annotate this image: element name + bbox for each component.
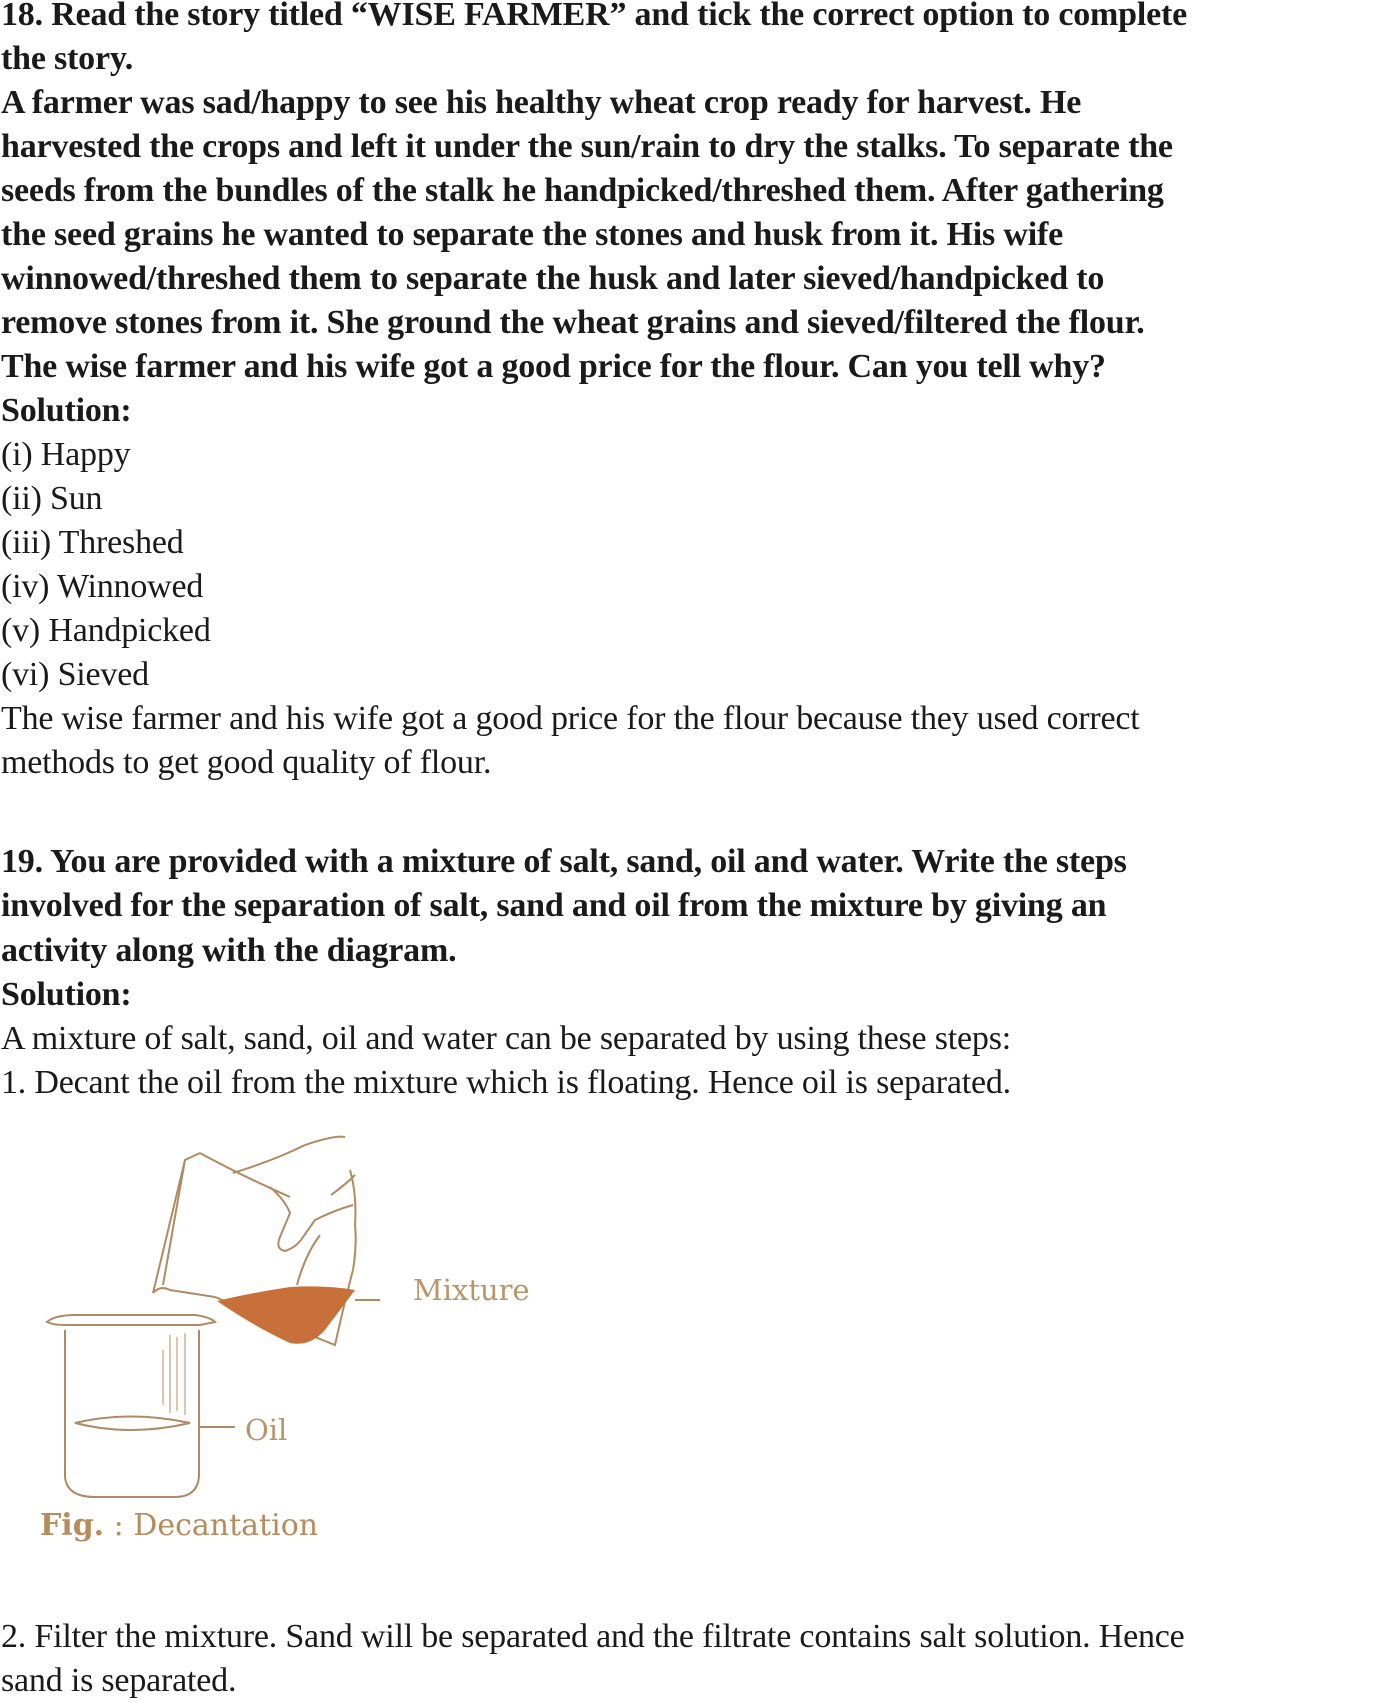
mixture-fill xyxy=(217,1286,355,1343)
figure-caption xyxy=(40,1508,318,1543)
answer-item: (vi) Sieved xyxy=(1,656,149,693)
answer-item: (v) Handpicked xyxy=(1,612,211,649)
figure-caption-text: : Decantation xyxy=(104,1508,319,1543)
question-19-line: involved for the separation of salt, sand and oil from the mixture by giving an xyxy=(1,887,1107,924)
solution-heading: Solution: xyxy=(1,392,132,429)
story-line: winnowed/threshed them to separate the husk and later sieved/handpicked to xyxy=(1,260,1105,297)
explanation-line: The wise farmer and his wife got a good price for the flour because they used correct xyxy=(1,700,1140,737)
label-oil: Oil xyxy=(245,1413,288,1447)
explanation-line: methods to get good quality of flour. xyxy=(1,744,492,781)
question-18-line: 18. Read the story titled “WISE FARMER” and tick the correct option to complete xyxy=(1,0,1188,33)
label-mixture: Mixture xyxy=(413,1273,530,1307)
step-2-line: sand is separated. xyxy=(1,1662,237,1699)
story-line: the seed grains he wanted to separate the stones and husk from it. His wife xyxy=(1,216,1063,253)
question-19-line: 19. You are provided with a mixture of salt, sand, oil and water. Write the steps xyxy=(1,843,1127,880)
hand-icon xyxy=(233,1137,356,1285)
solution-heading: Solution: xyxy=(1,976,132,1013)
story-line: seeds from the bundles of the stalk he handpicked/threshed them. After gathering xyxy=(1,172,1164,209)
answer-item: (iii) Threshed xyxy=(1,524,184,561)
answer-item: (iv) Winnowed xyxy=(1,568,204,605)
story-line: harvested the crops and left it under the sun/rain to dry the stalks. To separate the xyxy=(1,128,1173,165)
question-18-line: the story. xyxy=(1,40,134,77)
question-19-line: activity along with the diagram. xyxy=(1,932,457,969)
stream-icon xyxy=(163,1333,185,1415)
beaker-icon xyxy=(47,1315,235,1497)
decantation-illustration xyxy=(35,1125,555,1565)
solution-intro: A mixture of salt, sand, oil and water can be separated by using these steps: xyxy=(1,1020,1011,1057)
answer-item: (ii) Sun xyxy=(1,480,103,517)
step-2-line: 2. Filter the mixture. Sand will be separated and the filtrate contains salt solution. Hence xyxy=(1,1618,1185,1655)
story-line: remove stones from it. She ground the wheat grains and sieved/filtered the flour. xyxy=(1,304,1145,341)
step-1: 1. Decant the oil from the mixture which is floating. Hence oil is separated. xyxy=(1,1064,1011,1101)
story-line: A farmer was sad/happy to see his healthy wheat crop ready for harvest. He xyxy=(1,84,1082,121)
answer-item: (i) Happy xyxy=(1,436,131,473)
story-line: The wise farmer and his wife got a good price for the flour. Can you tell why? xyxy=(1,348,1106,385)
figure-caption-prefix: Fig. xyxy=(40,1508,105,1543)
decantation-figure xyxy=(35,1125,555,1565)
